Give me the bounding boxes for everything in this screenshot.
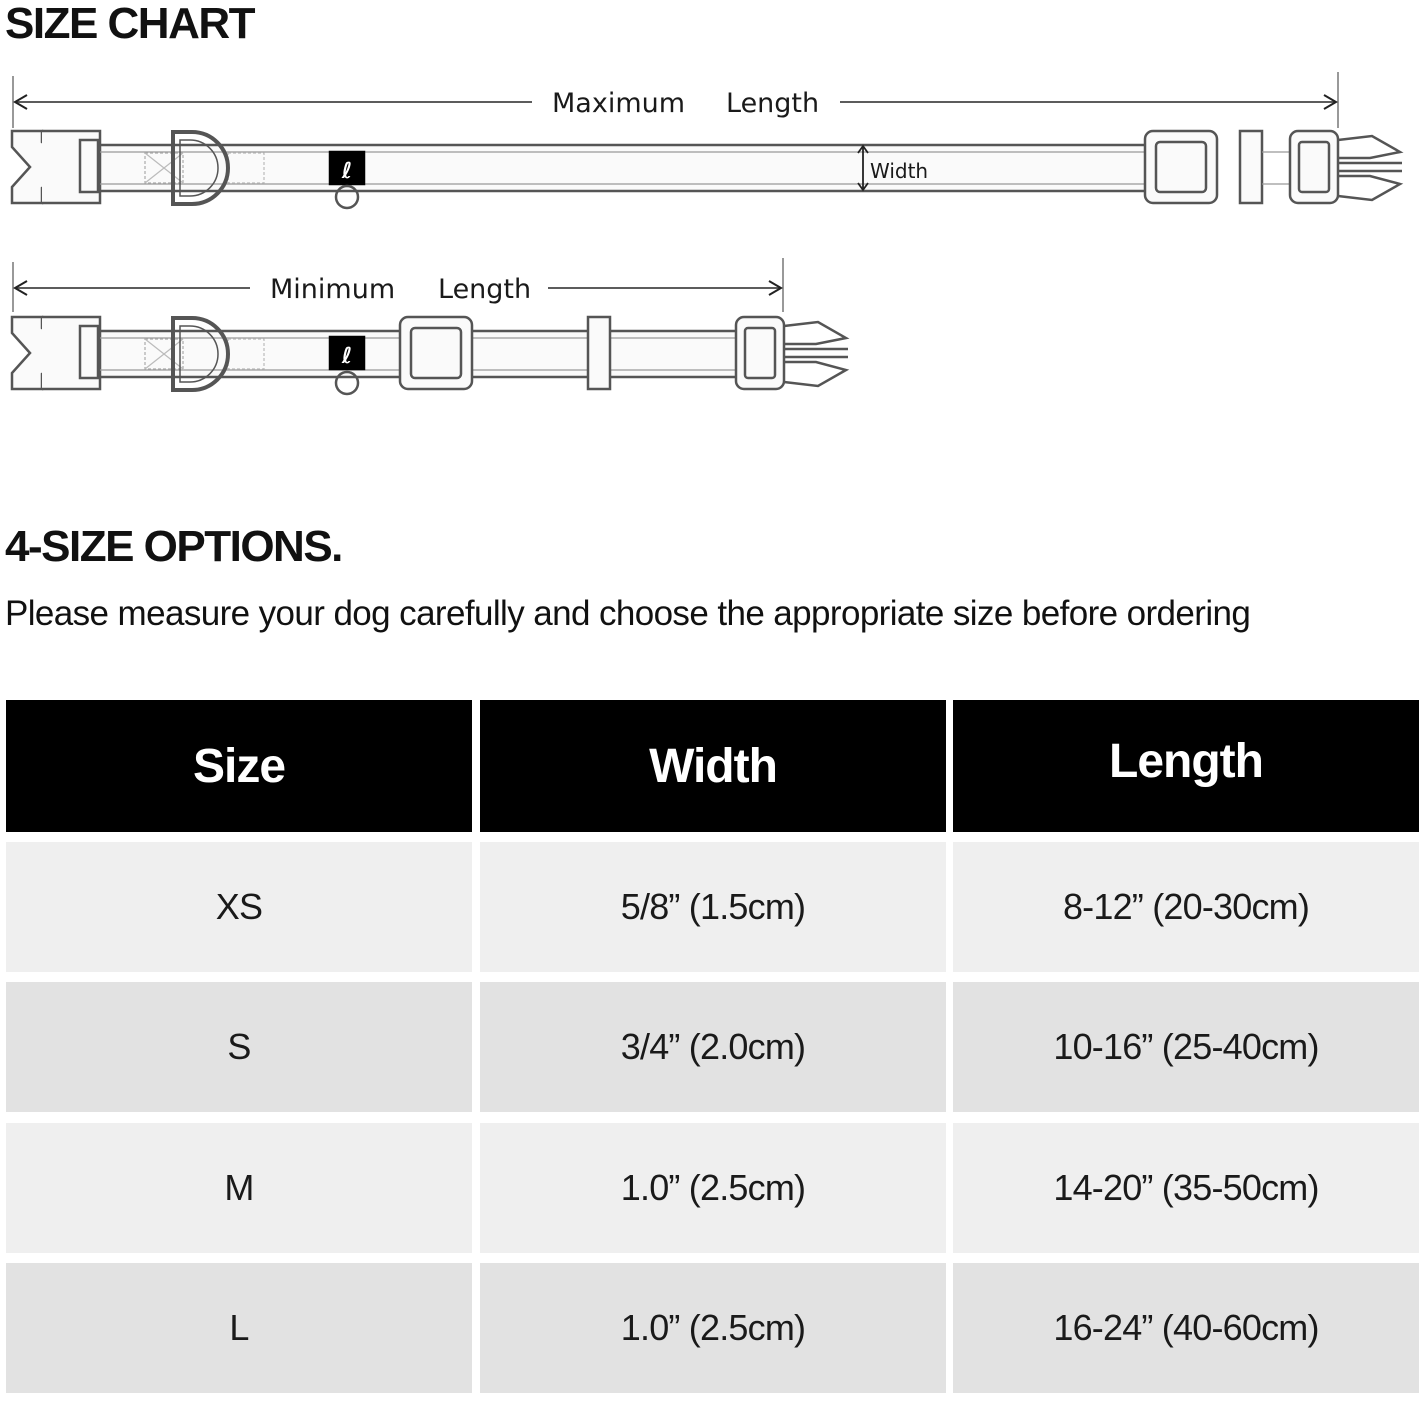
table-cell-width: 1.0” (2.5cm) xyxy=(480,1123,946,1253)
table-cell-size: L xyxy=(6,1263,472,1393)
max-label-length: Length xyxy=(726,88,820,119)
table-cell-length: 14-20” (35-50cm) xyxy=(953,1123,1419,1253)
collar-size-diagram xyxy=(0,0,1421,420)
header-length: Length xyxy=(953,700,1419,832)
table-cell-width: 1.0” (2.5cm) xyxy=(480,1263,946,1393)
keeper-loop-icon xyxy=(1240,131,1262,203)
header-width: Width xyxy=(480,700,946,832)
measure-instruction: Please measure your dog carefully and choose the appropriate size before ordering xyxy=(5,594,1251,633)
min-length-dimension xyxy=(13,258,783,312)
max-length-dimension xyxy=(13,72,1338,128)
header-size: Size xyxy=(6,700,472,832)
width-label: Width xyxy=(870,159,929,183)
table-cell-length: 10-16” (25-40cm) xyxy=(953,982,1419,1112)
table-cell-size: S xyxy=(6,982,472,1112)
max-label-maximum: Maximum xyxy=(552,88,686,119)
table-cell-length: 16-24” (40-60cm) xyxy=(953,1263,1419,1393)
table-cell-size: XS xyxy=(6,842,472,972)
size-options-title: 4-SIZE OPTIONS. xyxy=(5,522,342,571)
table-cell-length: 8-12” (20-30cm) xyxy=(953,842,1419,972)
keeper-loop-icon xyxy=(588,317,610,389)
table-cell-size: M xyxy=(6,1123,472,1253)
table-cell-width: 5/8” (1.5cm) xyxy=(480,842,946,972)
min-label-length: Length xyxy=(438,274,532,305)
table-cell-width: 3/4” (2.0cm) xyxy=(480,982,946,1112)
collar-min xyxy=(12,317,848,394)
svg-text:ℓ: ℓ xyxy=(341,159,353,184)
min-label-minimum: Minimum xyxy=(270,274,396,305)
size-chart-title: SIZE CHART xyxy=(5,0,254,48)
svg-text:ℓ: ℓ xyxy=(341,344,353,369)
collar-max xyxy=(12,131,1402,208)
